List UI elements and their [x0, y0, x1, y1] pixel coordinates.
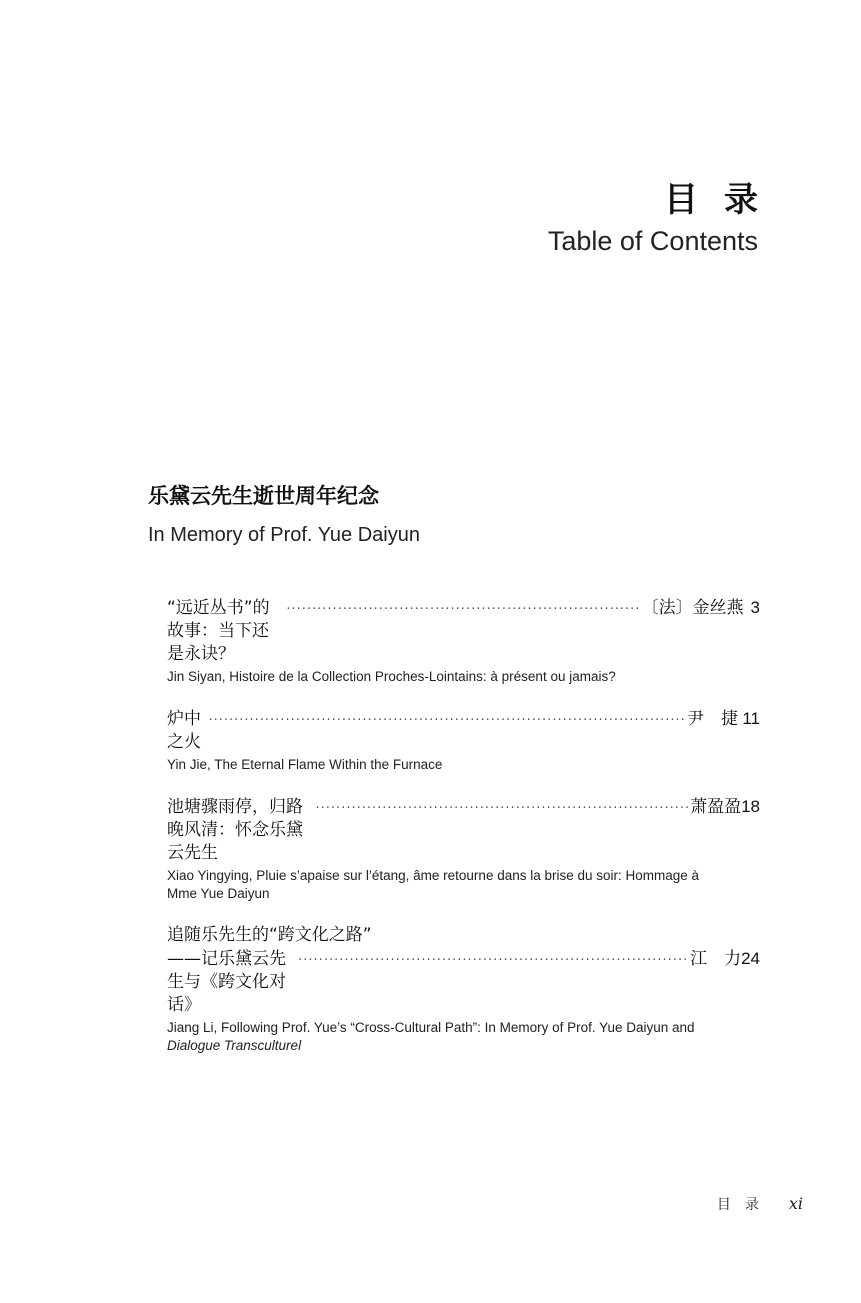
toc-entry-title: 炉中之火: [167, 709, 201, 752]
toc-entry-english-title-text: Jiang Li, Following Prof. Yue’s “Cross-Cultural Path”: In Memory of Prof. Yue Daiyun and: [167, 1020, 695, 1035]
section-title-chinese: 乐黛云先生逝世周年纪念: [148, 484, 379, 508]
toc-entry-chinese-line: [167, 795, 760, 865]
page-title-english: Table of Contents: [547, 226, 758, 256]
dot-leader: [208, 709, 685, 732]
toc-entry-chinese-line: [167, 707, 760, 754]
toc-entry-page: 24: [741, 949, 760, 968]
toc-entry[interactable]: [167, 596, 760, 686]
toc-entry-title: “远近丛书”的故事：当下还是永诀？: [167, 598, 270, 664]
dot-leader: [286, 598, 639, 621]
toc-entry-english-title: [167, 1019, 760, 1055]
toc-entry-chinese-line: [167, 924, 760, 947]
toc-entry-english-title: Yin Jie, The Eternal Flame Within the Furnace: [167, 757, 443, 772]
dot-leader: [316, 797, 689, 820]
toc-entry-author: 萧盈盈: [690, 797, 742, 817]
toc-entry[interactable]: [167, 924, 760, 1055]
toc-entry-title: 追随乐先生的“跨文化之路”: [167, 925, 372, 945]
page-title-chinese: 目录: [664, 180, 784, 220]
toc-entry-title: 池塘骤雨停，归路晚风清：怀念乐黛云先生: [167, 797, 303, 863]
toc-entry-page: 18: [741, 797, 760, 816]
toc-entry-author: 〔法〕金丝燕: [641, 598, 744, 618]
toc-entry-english-title: Xiao Yingying, Pluie s’apaise sur l’étang, âme retourne dans la brise du soir: Hommage à Mme Yue Daiyun: [167, 868, 700, 901]
page-number: xi: [788, 1194, 803, 1213]
toc-entry-author: 尹 捷: [686, 709, 738, 729]
toc-entry-page: 3: [750, 598, 760, 617]
toc-entry-english-title: Jin Siyan, Histoire de la Collection Proches-Lointains: à présent ou jamais?: [167, 669, 616, 684]
toc-entry-chinese-subtitle-line: [167, 947, 760, 1017]
section-title-english: In Memory of Prof. Yue Daiyun: [148, 524, 420, 546]
toc-entry-author: 江 力: [690, 949, 742, 969]
toc-entries: [167, 596, 760, 1076]
toc-entry[interactable]: [167, 707, 760, 774]
toc-entry-page: 11: [742, 709, 760, 728]
toc-entry[interactable]: [167, 795, 760, 903]
toc-entry-chinese-line: [167, 596, 760, 666]
dot-leader: [298, 949, 688, 972]
toc-entry-subtitle: ——记乐黛云先生与《跨文化对话》: [167, 949, 286, 1015]
page-footer: [717, 1194, 803, 1214]
running-footer-label: 目录: [716, 1197, 773, 1213]
toc-entry-english-title-italic: Dialogue Transculturel: [167, 1038, 302, 1053]
